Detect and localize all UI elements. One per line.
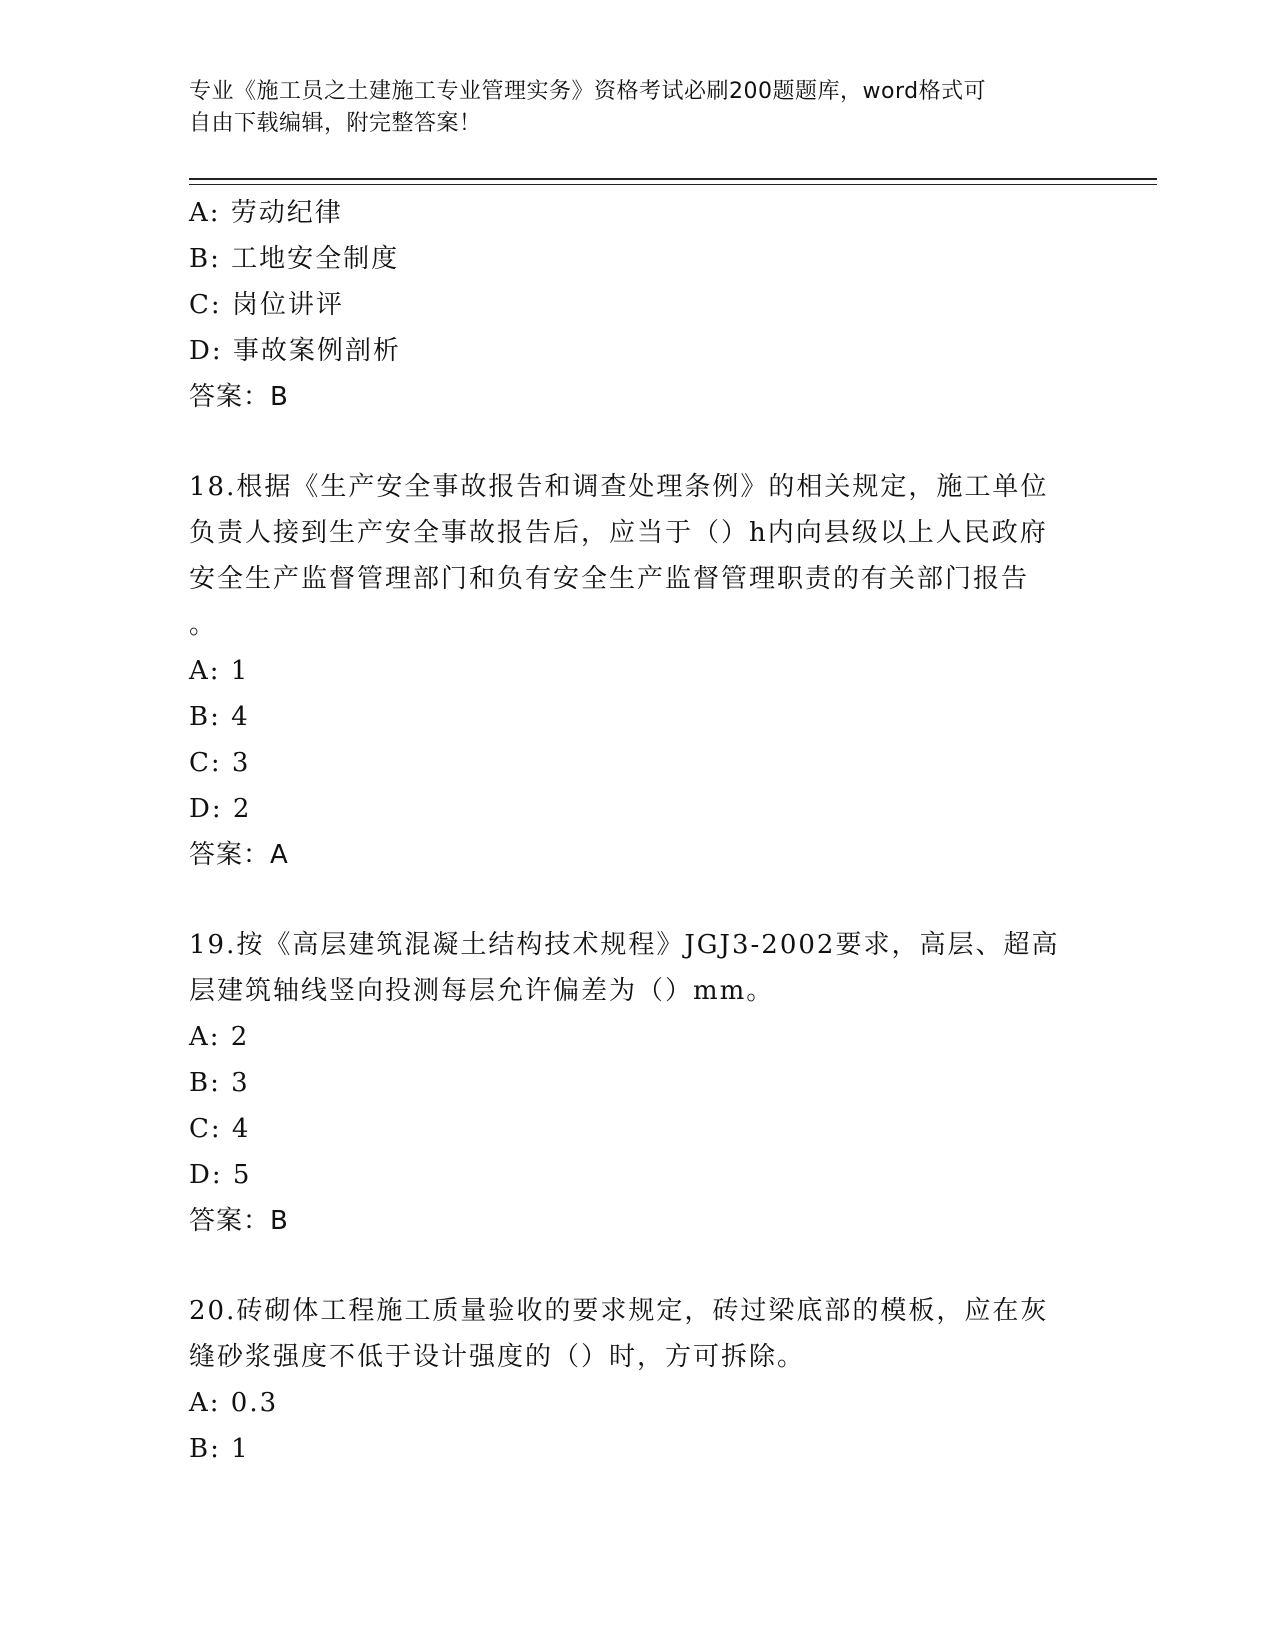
question-stem-line: 18.根据《生产安全事故报告和调查处理条例》的相关规定，施工单位 <box>189 472 1049 502</box>
question-stem-line: 20.砖砌体工程施工质量验收的要求规定，砖过梁底部的模板，应在灰 <box>189 1296 1049 1326</box>
option-a: A: 1 <box>189 656 250 686</box>
option-c: C: 岗位讲评 <box>189 290 344 320</box>
question-stem-line: 缝砂浆强度不低于设计强度的（）时，方可拆除。 <box>189 1342 806 1372</box>
option-d: D: 2 <box>189 794 252 824</box>
option-c: C: 4 <box>189 1114 251 1144</box>
question-stem-line: 安全生产监督管理部门和负有安全生产监督管理职责的有关部门报告 <box>189 564 1030 594</box>
answer: 答案：A <box>189 840 289 870</box>
option-d: D: 5 <box>189 1160 252 1190</box>
option-a: A: 0.3 <box>189 1388 279 1418</box>
option-b: B: 3 <box>189 1068 250 1098</box>
option-b: B: 4 <box>189 702 250 732</box>
option-b: B: 工地安全制度 <box>189 244 400 274</box>
question-18 <box>189 464 1089 878</box>
option-a: A: 劳动纪律 <box>189 198 343 228</box>
option-c: C: 3 <box>189 748 251 778</box>
question-stem-line: 19.按《高层建筑混凝土结构技术规程》JGJ3-2002要求，高层、超高 <box>189 930 1060 960</box>
answer: 答案：B <box>189 1206 289 1236</box>
question-19 <box>189 922 1089 1244</box>
question-stem-line: 负责人接到生产安全事故报告后，应当于（）h内向县级以上人民政府 <box>189 518 1048 548</box>
option-d: D: 事故案例剖析 <box>189 336 401 366</box>
question-17 <box>189 190 1089 420</box>
header-line-2: 自由下载编辑，附完整答案！ <box>189 111 482 136</box>
answer: 答案：B <box>189 382 289 412</box>
option-b: B: 1 <box>189 1434 250 1464</box>
question-20 <box>189 1288 1089 1472</box>
question-stem-line: 层建筑轴线竖向投测每层允许偏差为（）mm。 <box>189 976 775 1006</box>
question-stem-line: 。 <box>189 610 218 640</box>
header-divider-thin <box>189 184 1157 185</box>
header-line-1: 专业《施工员之土建施工专业管理实务》资格考试必刷200题题库，word格式可 <box>189 79 987 104</box>
question-content <box>189 190 1089 1472</box>
document-header <box>189 76 1089 140</box>
header-divider <box>189 178 1157 180</box>
option-a: A: 2 <box>189 1022 250 1052</box>
